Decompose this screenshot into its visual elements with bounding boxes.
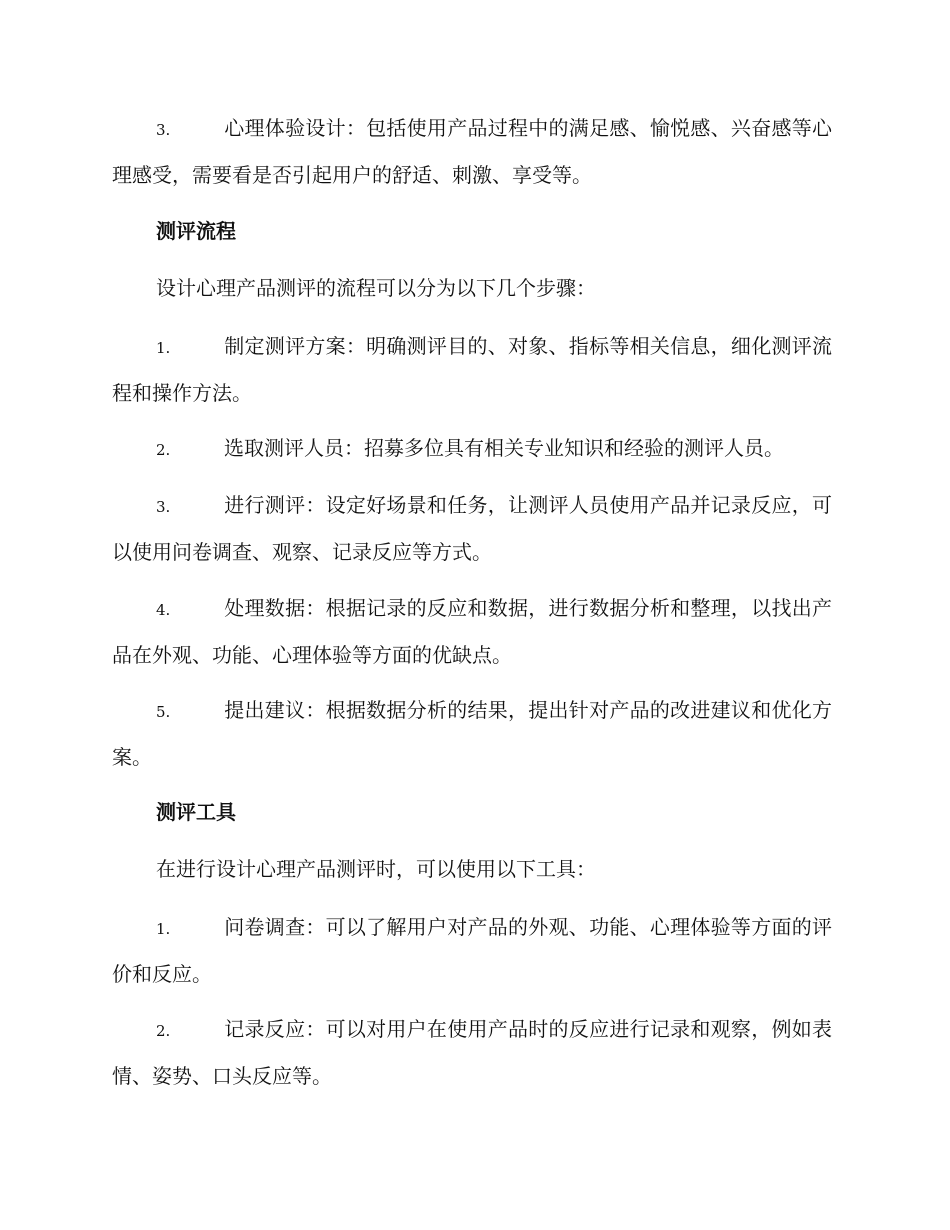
paragraph	[112, 847, 832, 892]
list-item-text: 制定测评方案：明确测评目的、对象、指标等相关信息，细化测评流程和操作方法。	[112, 334, 832, 405]
paragraph-text: 设计心理产品测评的流程可以分为以下几个步骤：	[156, 276, 596, 300]
list-item-number: 2.	[156, 1022, 171, 1040]
list-item-number: 1.	[156, 920, 171, 938]
section-heading-text: 测评工具	[156, 800, 236, 824]
list-item-text: 提出建议：根据数据分析的结果，提出针对产品的改进建议和优化方案。	[112, 698, 832, 769]
list-item-number: 3.	[156, 121, 171, 139]
section-heading-text: 测评流程	[156, 219, 236, 243]
list-item-number: 4.	[156, 601, 171, 619]
list-item-number: 5.	[156, 703, 171, 721]
paragraph-text: 在进行设计心理产品测评时，可以使用以下工具：	[156, 857, 596, 881]
list-item-text: 处理数据：根据记录的反应和数据，进行数据分析和整理，以找出产品在外观、功能、心理体验等方面的优缺点。	[112, 596, 832, 667]
list-item	[112, 324, 832, 416]
section-heading	[112, 790, 832, 835]
list-item	[112, 905, 832, 997]
list-item	[112, 106, 832, 198]
list-item	[112, 426, 832, 473]
list-item-text: 心理体验设计：包括使用产品过程中的满足感、愉悦感、兴奋感等心理感受，需要看是否引起用户的舒适、刺激、享受等。	[112, 116, 832, 187]
list-item	[112, 688, 832, 780]
list-item	[112, 586, 832, 678]
list-item-text: 问卷调查：可以了解用户对产品的外观、功能、心理体验等方面的评价和反应。	[112, 915, 832, 986]
list-item-number: 2.	[156, 441, 171, 459]
section-heading	[112, 209, 832, 254]
list-item-number: 3.	[156, 498, 171, 516]
list-item-text: 选取测评人员：招募多位具有相关专业知识和经验的测评人员。	[224, 436, 784, 460]
list-item-number: 1.	[156, 339, 171, 357]
paragraph	[112, 266, 832, 311]
list-item	[112, 1007, 832, 1099]
list-item-text: 进行测评：设定好场景和任务，让测评人员使用产品并记录反应，可以使用问卷调查、观察、记录反应等方式。	[112, 493, 832, 564]
list-item	[112, 483, 832, 575]
list-item-text: 记录反应：可以对用户在使用产品时的反应进行记录和观察，例如表情、姿势、口头反应等。	[112, 1017, 832, 1088]
